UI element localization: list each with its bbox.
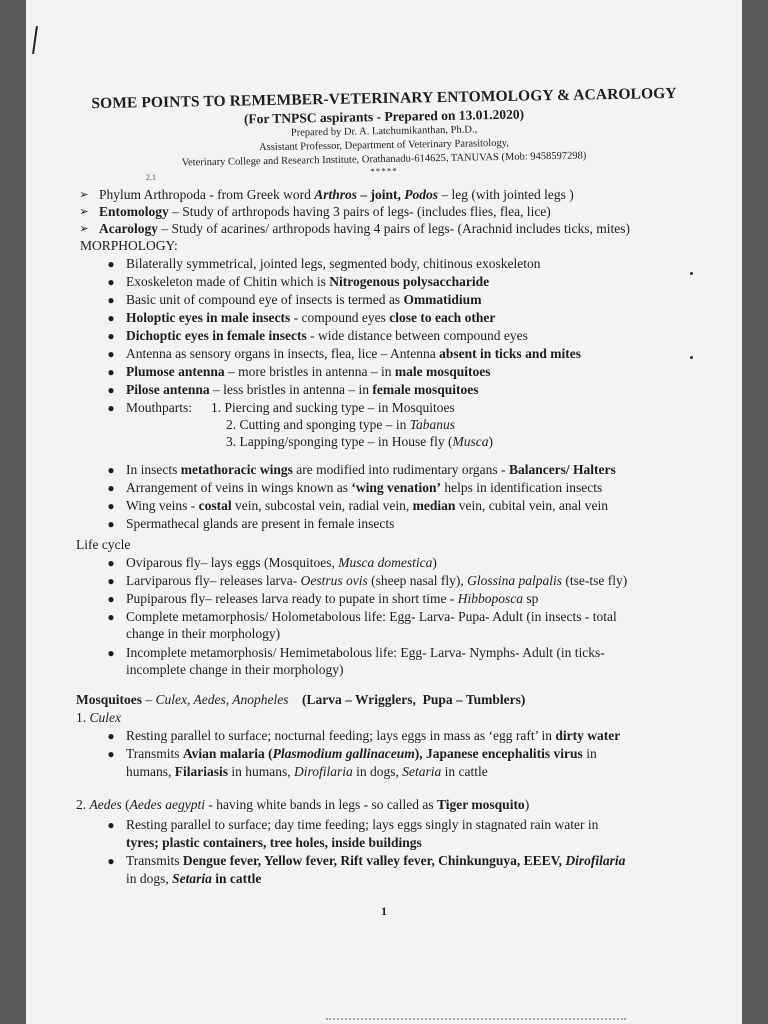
bullet-icon: ● (107, 311, 115, 325)
list-item: Dichoptic eyes in female insects - wide distance between compound eyes (126, 328, 528, 343)
bullet-icon: ● (107, 747, 115, 761)
list-item: Incomplete metamorphosis/ Hemimetabolous life: Egg- Larva- Nymphs- Adult (in ticks- (126, 645, 605, 660)
pen-mark (32, 26, 38, 54)
list-item: Larviparous fly– releases larva- Oestrus ovis (sheep nasal fly), Glossina palpalis (tse-tse fly) (126, 573, 628, 588)
bullet-icon: ● (107, 463, 115, 477)
mosquitoes-heading: Mosquitoes – Culex, Aedes, Anopheles (Larva – Wrigglers, Pupa – Tumblers) (76, 692, 526, 707)
bullet-icon: ● (107, 610, 115, 624)
institute-line: Veterinary College and Research Institute, Orathanadu-614625, TANUVAS (Mob: 9458597298) (181, 150, 587, 169)
list-item: Exoskeleton made of Chitin which is Nitrogenous polysaccharide (126, 274, 490, 289)
list-item: Complete metamorphosis/ Holometabolous life: Egg- Larva- Pupa- Adult (in insects - total (126, 609, 617, 624)
list-item: Transmits Dengue fever, Yellow fever, Rift valley fever, Chinkunguya, EEEV, Dirofilaria (126, 853, 626, 868)
definition-acarology: Acarology – Study of acarines/ arthropods having 4 pairs of legs- (Arachnid includes ticks, mites) (99, 221, 631, 236)
page-number: 1 (381, 904, 387, 918)
bullet-icon: ● (107, 275, 115, 289)
list-item: Transmits Avian malaria (Plasmodium gallinaceum), Japanese encephalitis virus in (126, 746, 597, 761)
bullet-icon: ● (107, 365, 115, 379)
bullet-icon: ● (107, 592, 115, 606)
separator-stars: ***** (370, 165, 398, 177)
scan-edge-marks (326, 1015, 626, 1020)
page-subtitle: (For TNPSC aspirants - Prepared on 13.01.2020) (243, 106, 525, 127)
list-item-continuation: humans, Filariasis in humans, Dirofilaria in dogs, Setaria in cattle (126, 764, 488, 779)
list-item: Wing veins - costal vein, subcostal vein, radial vein, median vein, cubital vein, anal vein (126, 498, 608, 513)
list-item-continuation: incomplete change in their morphology) (126, 662, 344, 677)
list-item: Bilaterally symmetrical, jointed legs, segmented body, chitinous exoskeleton (126, 256, 541, 271)
bullet-icon: ● (107, 729, 115, 743)
list-item: Plumose antenna – more bristles in antenna – in male mosquitoes (126, 364, 491, 379)
mouthpart-item: 2. Cutting and sponging type – in Tabanus (226, 417, 456, 432)
morphology-heading: MORPHOLOGY: (80, 238, 178, 253)
bullet-icon: ● (107, 854, 115, 868)
stray-mark (690, 272, 693, 275)
bullet-icon: ● (107, 517, 115, 531)
list-item: Basic unit of compound eye of insects is termed as Ommatidium (126, 292, 482, 307)
bullet-icon: ● (107, 293, 115, 307)
list-item: Oviparous fly– lays eggs (Mosquitoes, Musca domestica) (126, 555, 437, 570)
list-item: Resting parallel to surface; nocturnal feeding; lays eggs in mass as ‘egg raft’ in dirty water (126, 728, 621, 743)
mouthpart-item: 3. Lapping/sponging type – in House fly (Musca) (226, 434, 493, 449)
document-page (26, 0, 742, 1024)
page-title: SOME POINTS TO REMEMBER-VETERINARY ENTOMOLOGY & ACAROLOGY (91, 84, 677, 113)
arrow-bullet-icon: ➢ (79, 223, 89, 235)
bullet-icon: ● (107, 481, 115, 495)
arrow-bullet-icon: ➢ (79, 189, 89, 201)
mouthpart-item: 1. Piercing and sucking type – in Mosquitoes (211, 400, 455, 415)
bullet-icon: ● (107, 499, 115, 513)
arrow-bullet-icon: ➢ (79, 206, 89, 218)
bullet-icon: ● (107, 556, 115, 570)
lifecycle-heading: Life cycle (76, 537, 131, 552)
position-line: Assistant Professor, Department of Veterinary Parasitology, (259, 137, 509, 154)
list-item-continuation: in dogs, Setaria in cattle (126, 871, 262, 886)
list-item-continuation: tyres; plastic containers, tree holes, inside buildings (126, 835, 422, 850)
list-item: In insects metathoracic wings are modified into rudimentary organs - Balancers/ Halters (126, 462, 616, 477)
bullet-icon: ● (107, 818, 115, 832)
list-item: Antenna as sensory organs in insects, flea, lice – Antenna absent in ticks and mites (126, 346, 581, 361)
bullet-icon: ● (107, 401, 115, 415)
list-item: Arrangement of veins in wings known as ‘wing venation’ helps in identification insects (126, 480, 603, 495)
bullet-icon: ● (107, 347, 115, 361)
list-item: Spermathecal glands are present in female insects (126, 516, 395, 531)
bullet-icon: ● (107, 329, 115, 343)
bullet-icon: ● (107, 574, 115, 588)
definition-arthropoda: Phylum Arthropoda - from Greek word Arthros – joint, Podos – leg (with jointed legs ) (99, 187, 574, 202)
list-item: Pilose antenna – less bristles in antenna – in female mosquitoes (126, 382, 479, 397)
list-item: Resting parallel to surface; day time feeding; lays eggs singly in stagnated rain water in (126, 817, 599, 832)
list-item-continuation: change in their morphology) (126, 626, 281, 641)
stray-mark (690, 356, 693, 359)
mouthparts-label: Mouthparts: (126, 400, 192, 415)
list-item: Holoptic eyes in male insects - compound eyes close to each other (126, 310, 496, 325)
bullet-icon: ● (107, 383, 115, 397)
author-line: Prepared by Dr. A. Latchumikanthan, Ph.D., (290, 124, 478, 139)
margin-note: 2.1 (146, 173, 156, 182)
definition-entomology: Entomology – Study of arthropods having 3 pairs of legs- (includes flies, flea, lice) (99, 204, 551, 219)
aedes-heading: 2. Aedes (Aedes aegypti - having white bands in legs - so called as Tiger mosquito) (76, 797, 530, 812)
list-item: Pupiparous fly– releases larva ready to pupate in short time - Hibboposca sp (126, 591, 539, 606)
bullet-icon: ● (107, 257, 115, 271)
culex-heading: 1. Culex (76, 710, 121, 725)
bullet-icon: ● (107, 646, 115, 660)
